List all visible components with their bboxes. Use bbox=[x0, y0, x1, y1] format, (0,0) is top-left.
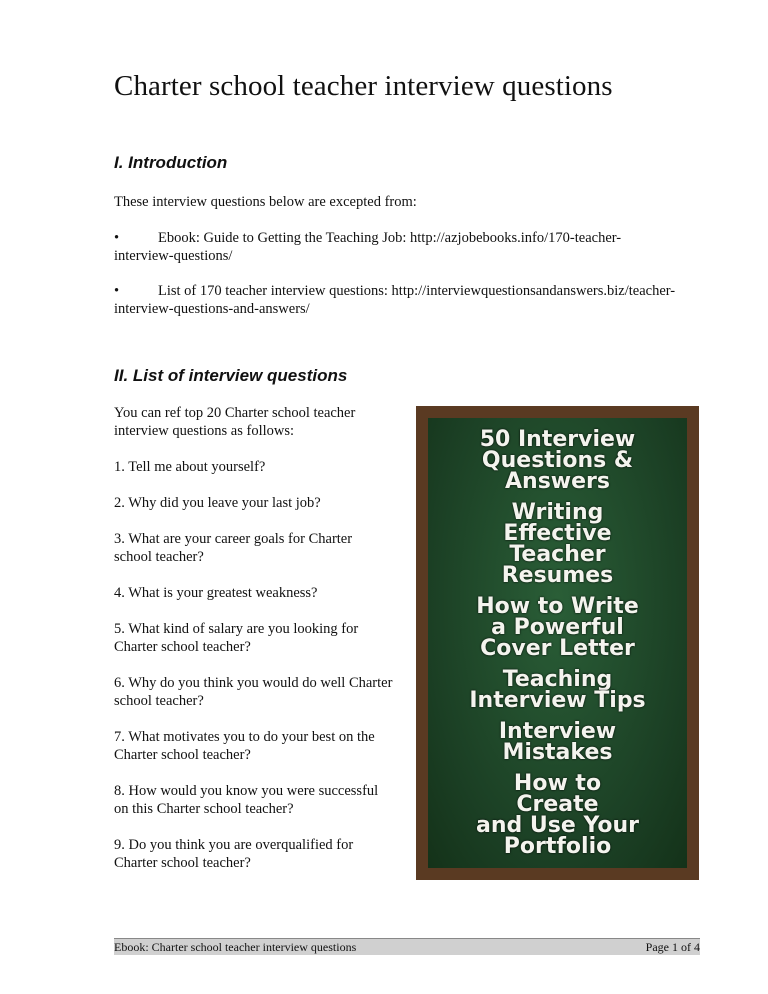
question-text: 5. What kind of salary are you looking for bbox=[114, 621, 359, 637]
chalkboard-surface bbox=[428, 418, 687, 868]
question-item bbox=[114, 530, 404, 566]
question-text: 8. How would you know you were successful bbox=[114, 783, 379, 799]
source-bullet-list bbox=[114, 282, 704, 318]
page-footer bbox=[114, 938, 700, 955]
footer-page-number: Page 1 of 4 bbox=[645, 940, 700, 954]
question-text-continued: Charter school teacher? bbox=[114, 747, 251, 763]
question-item bbox=[114, 458, 404, 476]
question-text: 1. Tell me about yourself? bbox=[114, 459, 266, 475]
question-text: 4. What is your greatest weakness? bbox=[114, 585, 318, 601]
question-item bbox=[114, 674, 404, 710]
question-text: 3. What are your career goals for Charter bbox=[114, 531, 353, 547]
promo-line-interview-questions: 50 Interview Questions & Answers bbox=[479, 427, 636, 494]
question-text-continued: school teacher? bbox=[114, 549, 204, 565]
question-text: 9. Do you think you are overqualified for bbox=[114, 837, 354, 853]
question-list bbox=[114, 404, 404, 890]
promo-line-interview-tips: Teaching Interview Tips bbox=[469, 667, 646, 713]
bullet-line-continued: interview-questions-and-answers/ bbox=[114, 301, 310, 317]
question-item bbox=[114, 782, 404, 818]
bullet-line: List of 170 teacher interview questions: http://interviewquestionsandanswers.biz/teacher- bbox=[158, 283, 676, 299]
question-text: 7. What motivates you to do your best on the bbox=[114, 729, 375, 745]
question-item bbox=[114, 620, 404, 656]
question-text-continued: Charter school teacher? bbox=[114, 639, 251, 655]
section-heading-introduction: I. Introduction bbox=[114, 153, 228, 172]
question-item bbox=[114, 584, 404, 602]
footer-ebook-title: Ebook: Charter school teacher interview questions bbox=[114, 940, 357, 954]
question-item bbox=[114, 494, 404, 512]
question-text: 6. Why do you think you would do well Charter bbox=[114, 675, 393, 691]
bullet-icon: • bbox=[114, 230, 120, 246]
page-title: Charter school teacher interview questions bbox=[114, 70, 613, 102]
question-text-continued: on this Charter school teacher? bbox=[114, 801, 294, 817]
question-text-continued: school teacher? bbox=[114, 693, 204, 709]
intro-line: You can ref top 20 Charter school teacher bbox=[114, 405, 356, 421]
intro-text: These interview questions below are excepted from: bbox=[114, 194, 417, 210]
question-item bbox=[114, 728, 404, 764]
chalkboard-promo-image bbox=[416, 406, 699, 880]
promo-line-resumes: Writing Effective Teacher Resumes bbox=[501, 500, 614, 588]
bullet-line-continued: interview-questions/ bbox=[114, 248, 233, 264]
question-item bbox=[114, 836, 404, 872]
promo-line-cover-letter: How to Write a Powerful Cover Letter bbox=[476, 594, 639, 661]
question-text: 2. Why did you leave your last job? bbox=[114, 495, 321, 511]
promo-line-portfolio: How to Create and Use Your Portfolio bbox=[476, 771, 639, 859]
question-text-continued: Charter school teacher? bbox=[114, 855, 251, 871]
question-list-intro bbox=[114, 404, 404, 440]
promo-line-mistakes: Interview Mistakes bbox=[498, 719, 617, 765]
bullet-icon: • bbox=[114, 283, 120, 299]
source-bullet-ebook bbox=[114, 229, 704, 265]
intro-line: interview questions as follows: bbox=[114, 423, 295, 439]
bullet-line: Ebook: Guide to Getting the Teaching Job: http://azjobebooks.info/170-teacher- bbox=[158, 230, 622, 246]
section-heading-list: II. List of interview questions bbox=[114, 366, 348, 385]
